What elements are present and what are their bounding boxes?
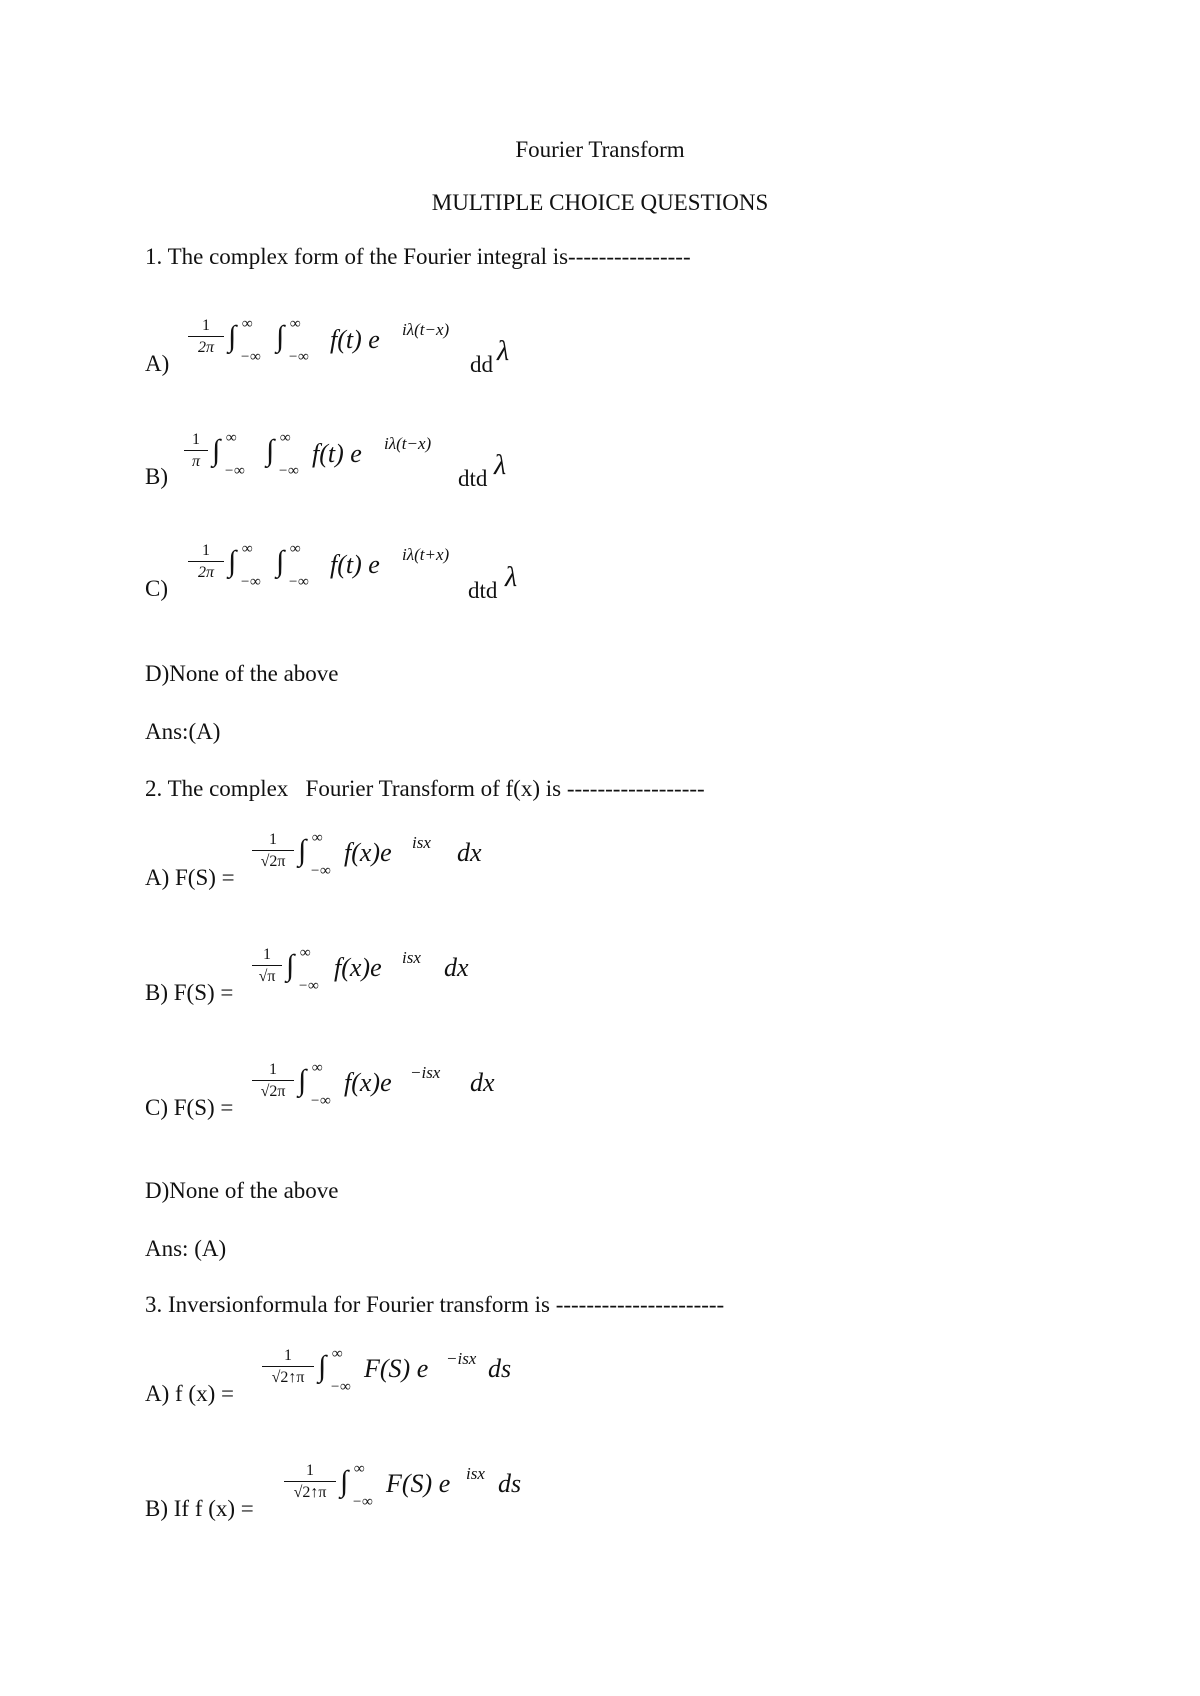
exponent: isx (466, 1464, 485, 1483)
option-label: A) (145, 351, 170, 376)
upper-limit: ∞ (280, 430, 291, 446)
differential: dtd (468, 578, 498, 603)
integral-sign: ∫ (340, 1465, 349, 1498)
upper-limit: ∞ (332, 1346, 343, 1362)
upper-limit: ∞ (290, 541, 301, 557)
option-label: A) f (x) = (145, 1381, 234, 1406)
question-1-text: 1. The complex form of the Fourier integral is---------------- (145, 244, 691, 269)
differential: dx (457, 838, 482, 867)
option-label: C) (145, 576, 168, 601)
fraction: $\frac{1}{√\pi}$ (252, 947, 282, 985)
option-label: B) (145, 464, 168, 489)
lambda-symbol: λ (505, 562, 518, 593)
differential: dtd (458, 466, 488, 491)
q2-option-d: D)None of the above (145, 1178, 339, 1203)
lower-limit: −∞ (330, 1379, 351, 1395)
integral-sign: ∫ (318, 1350, 327, 1383)
lower-limit: −∞ (310, 863, 331, 879)
lower-limit: −∞ (310, 1093, 331, 1109)
page-subtitle: MULTIPLE CHOICE QUESTIONS (431, 190, 769, 215)
fraction: $\frac{1}{\pi}$ (184, 432, 208, 470)
lower-limit: −∞ (288, 574, 309, 590)
fraction: $\frac{1}{√2\pi}$ (252, 832, 294, 870)
integral-sign: ∫ (276, 545, 285, 578)
lower-limit: −∞ (298, 978, 319, 994)
exponent: iλ(t−x) (384, 434, 432, 453)
exponent: −isx (446, 1349, 477, 1368)
page-title: Fourier Transform (515, 137, 685, 162)
lower-limit: −∞ (288, 349, 309, 365)
integral-sign: ∫ (298, 834, 307, 867)
upper-limit: ∞ (226, 430, 237, 446)
question-3-text: 3. Inversionformula for Fourier transform is ---------------------- (145, 1292, 725, 1317)
differential: ds (488, 1354, 512, 1383)
option-label: C) F(S) = (145, 1095, 234, 1120)
integral-sign: ∫ (228, 545, 237, 578)
integrand: F(S) e (386, 1469, 451, 1498)
lower-limit: −∞ (278, 463, 299, 479)
integrand: f(x)e (334, 953, 382, 982)
integrand: f(t) e (330, 550, 380, 579)
integrand: F(S) e (364, 1354, 429, 1383)
lower-limit: −∞ (240, 574, 261, 590)
option-label: A) F(S) = (145, 865, 235, 890)
integrand: f(t) e (330, 325, 380, 354)
exponent: isx (412, 833, 431, 852)
option-label: B) If f (x) = (145, 1496, 254, 1521)
lambda-symbol: λ (497, 336, 510, 367)
integral-sign: ∫ (266, 434, 275, 467)
integrand: f(t) e (312, 439, 362, 468)
differential: dx (470, 1068, 495, 1097)
fraction: $\frac{1}{2\pi}$ (188, 318, 224, 356)
upper-limit: ∞ (242, 541, 253, 557)
lambda-symbol: λ (494, 450, 507, 481)
differential: dx (444, 953, 469, 982)
integral-sign: ∫ (276, 320, 285, 353)
upper-limit: ∞ (242, 316, 253, 332)
exponent: isx (402, 948, 421, 967)
lower-limit: −∞ (224, 463, 245, 479)
integral-sign: ∫ (298, 1064, 307, 1097)
q2-answer: Ans: (A) (145, 1236, 227, 1261)
upper-limit: ∞ (290, 316, 301, 332)
upper-limit: ∞ (312, 1060, 323, 1076)
fraction: $\frac{1}{√2↑\pi}$ (262, 1348, 314, 1386)
exponent: −isx (410, 1063, 441, 1082)
q1-option-d: D)None of the above (145, 661, 339, 686)
exponent: iλ(t−x) (402, 320, 450, 339)
integral-sign: ∫ (286, 949, 295, 982)
fraction: $\frac{1}{2\pi}$ (188, 543, 224, 581)
fraction: $\frac{1}{√2↑\pi}$ (284, 1463, 336, 1501)
differential: ds (498, 1469, 522, 1498)
integrand: f(x)e (344, 1068, 392, 1097)
upper-limit: ∞ (300, 945, 311, 961)
question-2-text: 2. The complex Fourier Transform of f(x) is ------------------ (145, 776, 705, 801)
upper-limit: ∞ (354, 1461, 365, 1477)
option-label: B) F(S) = (145, 980, 234, 1005)
integrand: f(x)e (344, 838, 392, 867)
lower-limit: −∞ (240, 349, 261, 365)
q1-answer: Ans:(A) (145, 719, 221, 744)
integral-sign: ∫ (228, 320, 237, 353)
integral-sign: ∫ (212, 434, 221, 467)
exponent: iλ(t+x) (402, 545, 450, 564)
differential: dd (470, 352, 493, 377)
upper-limit: ∞ (312, 830, 323, 846)
lower-limit: −∞ (352, 1494, 373, 1510)
fraction: $\frac{1}{√2\pi}$ (252, 1062, 294, 1100)
